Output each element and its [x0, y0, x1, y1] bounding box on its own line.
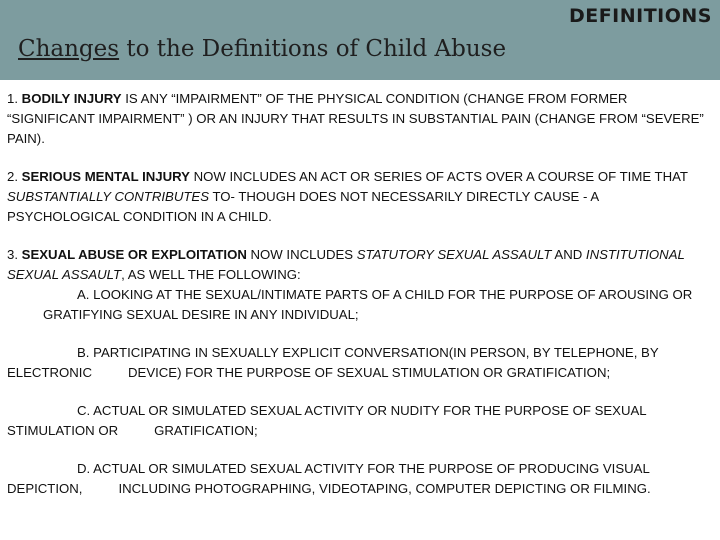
- definition-bodily-injury: [7, 89, 713, 149]
- sub-item-b-block: [7, 343, 713, 383]
- term-bodily-injury: BODILY INJURY: [21, 91, 122, 106]
- sub-item-d-cont: INCLUDING PHOTOGRAPHING, VIDEOTAPING, COMPUTER DEPICTING OR FILMING.: [118, 481, 651, 496]
- header-bar: [0, 0, 720, 80]
- sub-item-b-cont: DEVICE) FOR THE PURPOSE OF SEXUAL STIMULATION OR GRATIFICATION;: [128, 365, 611, 380]
- definition-text: , AS WELL THE FOLLOWING:: [121, 267, 301, 282]
- emphasis-text: INSTITUTIONAL SEXUAL ASSAULT: [7, 247, 685, 282]
- item-number: 1.: [7, 91, 22, 106]
- emphasis-text: SUBSTANTIALLY CONTRIBUTES: [7, 189, 210, 204]
- term-sexual-abuse: SEXUAL ABUSE OR EXPLOITATION: [21, 247, 247, 262]
- title-rest: to the Definitions of Child Abuse: [119, 36, 507, 62]
- sub-item-c-cont: GRATIFICATION;: [154, 423, 258, 438]
- definition-text: IS ANY “IMPAIRMENT” OF THE PHYSICAL CONDITION (CHANGE FROM FORMER “SIGNIFICANT IMPAIRMENT” ) OR AN INJURY THAT RESULTS IN SUBSTANTIAL PAIN (CHANGE FROM “SEVERE” PAIN).: [7, 91, 704, 146]
- title-underlined-word: Changes: [18, 36, 120, 62]
- definition-sexual-abuse: [7, 245, 713, 325]
- item-number: 3.: [7, 247, 22, 262]
- definition-text: AND: [551, 247, 586, 262]
- sub-item-c-block: [7, 401, 713, 441]
- definitions-body: [7, 89, 713, 517]
- sub-item-d-block: [7, 459, 713, 499]
- page-title: [18, 36, 506, 62]
- sub-item-c: C. ACTUAL OR SIMULATED SEXUAL ACTIVITY OR NUDITY FOR THE PURPOSE OF SEXUAL STIMULATION OR: [7, 403, 647, 438]
- sub-item-d: D. ACTUAL OR SIMULATED SEXUAL ACTIVITY FOR THE PURPOSE OF PRODUCING VISUAL DEPICTION,: [7, 461, 650, 496]
- sub-item-a-cont: GRATIFYING SEXUAL DESIRE IN ANY INDIVIDUAL;: [43, 307, 359, 322]
- definition-text: TO- THOUGH DOES NOT NECESSARILY DIRECTLY CAUSE - A PSYCHOLOGICAL CONDITION IN A CHILD.: [7, 189, 599, 224]
- section-kicker: DEFINITIONS: [568, 5, 712, 27]
- sub-item-a: A. LOOKING AT THE SEXUAL/INTIMATE PARTS OF A CHILD FOR THE PURPOSE OF AROUSING OR: [77, 287, 693, 302]
- term-serious-mental-injury: SERIOUS MENTAL INJURY: [21, 169, 190, 184]
- definition-serious-mental-injury: [7, 167, 713, 227]
- definition-text: NOW INCLUDES: [246, 247, 357, 262]
- item-number: 2.: [7, 169, 22, 184]
- emphasis-text: STATUTORY SEXUAL ASSAULT: [356, 247, 552, 262]
- definition-text: NOW INCLUDES AN ACT OR SERIES OF ACTS OVER A COURSE OF TIME THAT: [189, 169, 688, 184]
- sub-item-b: B. PARTICIPATING IN SEXUALLY EXPLICIT CONVERSATION(IN PERSON, BY TELEPHONE, BY ELECTRONIC: [7, 345, 659, 380]
